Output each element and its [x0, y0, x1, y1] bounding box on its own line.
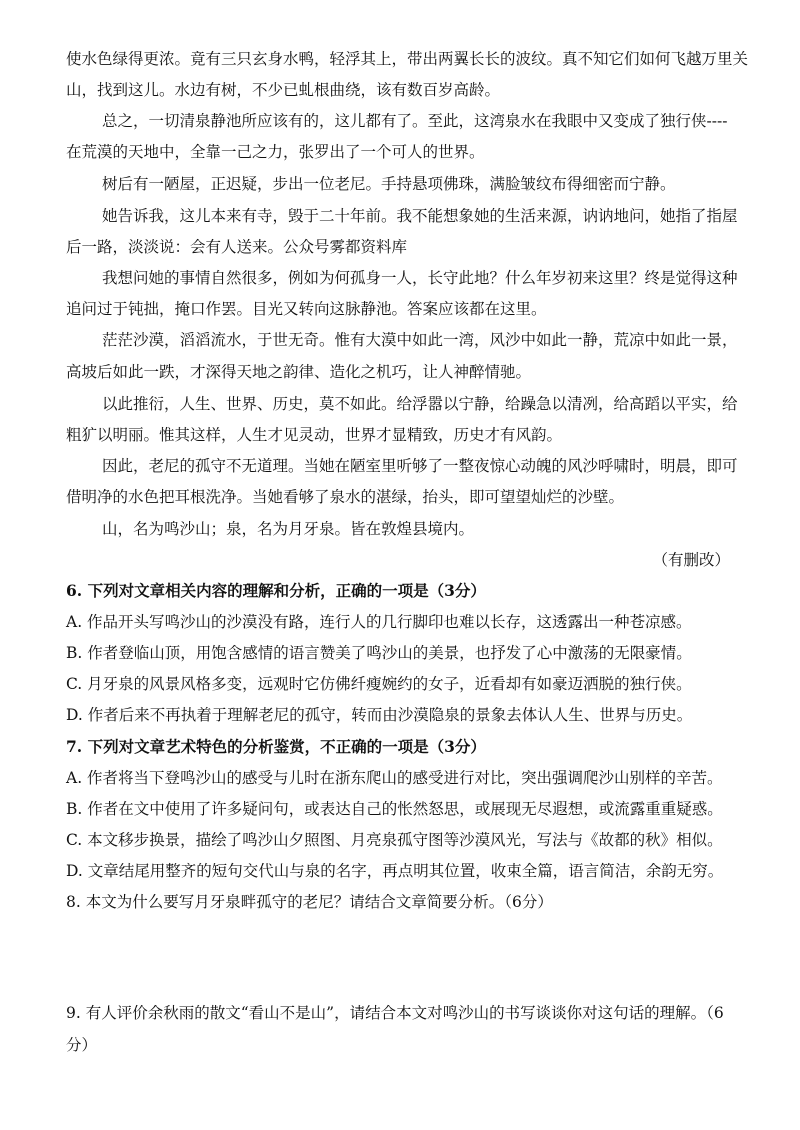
passage-paragraph: 总之，一切清泉静池所应该有的，这儿都有了。至此，这湾泉水在我眼中又变成了独行侠----	[102, 112, 728, 130]
passage-line: 后一路，淡淡说：会有人送来。公众号雾都资料库	[66, 238, 408, 256]
question-9-stem: 9. 有人评价余秋雨的散文“看山不是山”，请结合本文对鸣沙山的书写谈谈你对这句话的理解。（6	[66, 1004, 724, 1022]
question-7-option-c: C. 本文移步换景，描绘了鸣沙山夕照图、月亮泉孤守图等沙漠风光，写法与《故都的秋》相似。	[66, 831, 723, 849]
question-6-option-d: D. 作者后来不再执着于理解老尼的孤守，转而由沙漠隐泉的景象去体认人生、世界与历史。	[66, 706, 693, 724]
edit-note: （有删改）	[652, 551, 730, 569]
question-7-option-a: A. 作者将当下登鸣沙山的感受与儿时在浙东爬山的感受进行对比，突出强调爬沙山别样的辛苦。	[66, 769, 723, 787]
passage-paragraph: 我想问她的事情自然很多，例如为何孤身一人，长守此地？什么年岁初来这里？终是觉得这种	[102, 269, 738, 287]
question-6-option-c: C. 月牙泉的风景风格多变，远观时它仿佛纤瘦婉约的女子，近看却有如豪迈洒脱的独行侠。	[66, 675, 692, 693]
passage-paragraph: 因此，老尼的孤守不无道理。当她在陋室里听够了一整夜惊心动魄的风沙呼啸时，明晨，即可	[102, 457, 738, 475]
passage-line: 山，找到这儿。水边有树，不少已虬根曲绕，该有数百岁高龄。	[66, 81, 501, 99]
passage-paragraph: 她告诉我，这儿本来有寺，毁于二十年前。我不能想象她的生活来源，讷讷地问，她指了指屋	[102, 207, 738, 225]
passage-paragraph: 山，名为鸣沙山；泉，名为月牙泉。皆在敦煌县境内。	[102, 520, 475, 538]
passage-paragraph: 茫茫沙漠，滔滔流水，于世无奇。惟有大漠中如此一湾，风沙中如此一静，荒凉中如此一景，	[102, 331, 738, 349]
question-7-stem: 7. 下列对文章艺术特色的分析鉴赏，不正确的一项是（3分）	[66, 737, 486, 756]
passage-line: 粗犷以明丽。惟其这样，人生才见灵动，世界才显精致，历史才有风韵。	[66, 426, 563, 444]
passage-line: 使水色绿得更浓。竟有三只玄身水鸭，轻浮其上，带出两翼长长的波纹。真不知它们如何飞越万里关	[66, 50, 749, 68]
passage-paragraph: 树后有一陋屋，正迟疑，步出一位老尼。手持悬项佛珠，满脸皱纹布得细密而宁静。	[102, 175, 676, 193]
question-7-option-b: B. 作者在文中使用了许多疑问句，或表达自己的怅然怒思，或展现无尽遐想，或流露重重疑惑。	[66, 800, 723, 818]
question-9-stem-continued: 分）	[66, 1036, 98, 1054]
question-7-option-d: D. 文章结尾用整齐的短句交代山与泉的名字，再点明其位置，收束全篇，语言简洁，余韵无穷。	[66, 862, 724, 880]
question-6-option-a: A. 作品开头写鸣沙山的沙漠没有路，连行人的几行脚印也难以长存，这透露出一种苍凉感。	[66, 613, 692, 631]
question-6-stem: 6. 下列对文章相关内容的理解和分析，正确的一项是（3分）	[66, 581, 486, 600]
passage-line: 高坡后如此一跌，才深得天地之韵律、造化之机巧，让人神醉情驰。	[66, 363, 532, 381]
question-6-option-b: B. 作者登临山顶，用饱含感情的语言赞美了鸣沙山的美景，也抒发了心中激荡的无限豪情。	[66, 644, 692, 662]
passage-paragraph: 以此推衍，人生、世界、历史，莫不如此。给浮嚣以宁静，给躁急以清冽，给高蹈以平实，给	[102, 395, 738, 413]
passage-line: 追问过于钝拙，掩口作罢。目光又转向这脉静池。答案应该都在这里。	[66, 300, 547, 318]
question-8-stem: 8. 本文为什么要写月牙泉畔孤守的老尼？请结合文章简要分析。（6分）	[66, 893, 553, 911]
passage-line: 借明净的水色把耳根洗净。当她看够了泉水的湛绿，抬头，即可望望灿烂的沙壁。	[66, 488, 625, 506]
passage-line: 在荒漠的天地中，全靠一己之力，张罗出了一个可人的世界。	[66, 143, 485, 161]
